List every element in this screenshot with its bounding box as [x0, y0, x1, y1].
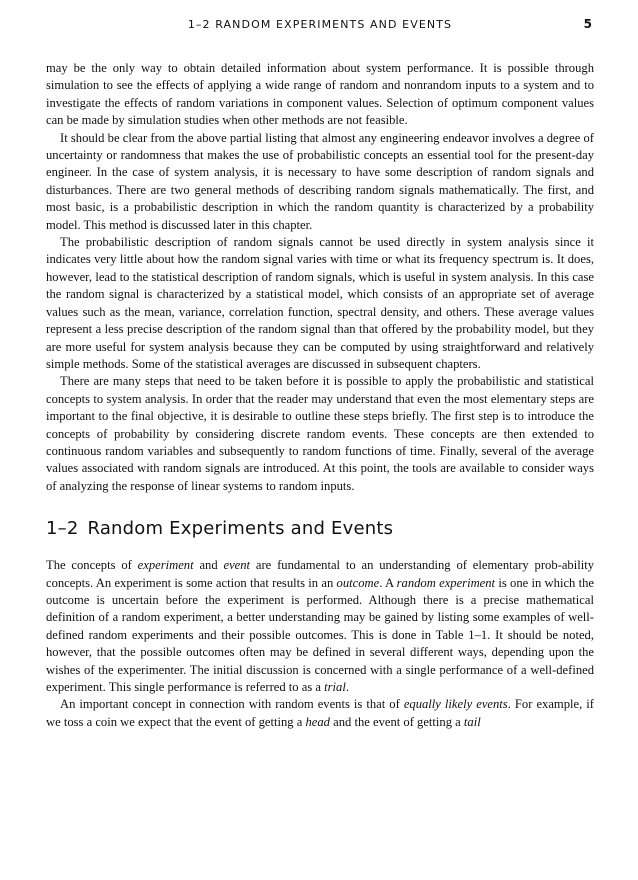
text-run: is one in which the outcome is uncertain before the experiment is performed. Although there is a precise mathematical definition of a random experiment, a better understanding may be gained by listing some examples of well-defined random experiments and their possible outcomes. This is done in Table 1–1. It should be noted, however, that the possible outcomes often may be defined in several different ways, depending upon the wishes of the experimenter. The initial discussion is concerned with a single performance of a well-defined experiment. This single performance is referred to as a — [46, 575, 594, 694]
italic-term: trial — [324, 680, 346, 694]
section-heading — [46, 517, 594, 541]
text-run: The concepts of — [46, 558, 138, 573]
text-run: and the event of getting a — [329, 714, 464, 729]
paragraph: It should be clear from the above partial listing that almost any engineering endeavor involves a degree of uncertainty or randomness that makes the use of probabilistic concepts an essential tool for the present-day engineer. In the case of system analysis, it is necessary to have some description of random signals and disturbances. There are two general methods of describing random signals mathematically. The first, and most basic, is a probabilistic description in which the random quantity is characterized by a probability model. This method is discussed later in this chapter. — [46, 130, 594, 232]
text-run: . For example, if we toss a coin we expect that the event of getting a — [46, 697, 594, 729]
paragraph — [46, 557, 594, 696]
section-number: 1–2 — [46, 518, 79, 540]
italic-term: head — [305, 714, 330, 729]
running-head-title: 1–2 RANDOM EXPERIMENTS AND EVENTS — [187, 18, 453, 31]
text-run: are fundamental to an understanding of elementary prob-ability concepts. An experiment is some action that results in an — [46, 558, 595, 590]
paragraph: There are many steps that need to be taken before it is possible to apply the probabilistic and statistical concepts to system analysis. In order that the reader may understand that even the most elementary steps are important to the final objective, it is desirable to outline these steps briefly. The first step is to introduce the concepts of probability by considering discrete random events. These concepts are then extended to continuous random variables and subsequently to random functions of time. Finally, several of the average values associated with random signals are introduced. At this point, the tools are available to consider ways of analyzing the response of linear systems to random inputs. — [46, 374, 594, 493]
italic-term: outcome — [336, 575, 380, 590]
text-run: . — [345, 680, 349, 694]
section-title: Random Experiments and Events — [87, 518, 394, 540]
running-head — [46, 18, 594, 34]
paragraph-continued: may be the only way to obtain detailed information about system performance. It is possible through simulation to see the effects of applying a wide range of random and nonrandom inputs to a system and to investigate the effects of random variations in component values. Selection of optimum component values can be made by simulation studies when other methods are not feasible. — [46, 61, 594, 128]
body-text — [46, 60, 594, 731]
italic-term: tail — [463, 714, 481, 729]
italic-term: random experiment — [396, 575, 496, 590]
text-run: . A — [379, 575, 397, 590]
paragraph — [46, 696, 594, 731]
text-run: An important concept in connection with random events is that of — [60, 697, 404, 712]
paragraph: The probabilistic description of random signals cannot be used directly in system analysis since it indicates very little about how the random signal varies with time or what its frequency spectrum is. It does, however, lead to the statistical description of random signals, which is useful in system analysis. In this case the random signal is characterized by a statistical model, which consists of an appropriate set of average values such as the mean, variance, correlation function, spectral density, and others. These average values represent a less precise description of the random signal than that offered by the probability model, but they are more useful for system analysis because they can be computed by using straightforward and relatively simple methods. Some of the statistical averages are discussed in subsequent chapters. — [46, 235, 594, 371]
text-run: and — [193, 558, 224, 573]
italic-term: experiment — [137, 558, 194, 573]
italic-term: equally likely events — [403, 697, 508, 712]
italic-term: event — [223, 558, 251, 573]
page-number: 5 — [583, 17, 592, 31]
